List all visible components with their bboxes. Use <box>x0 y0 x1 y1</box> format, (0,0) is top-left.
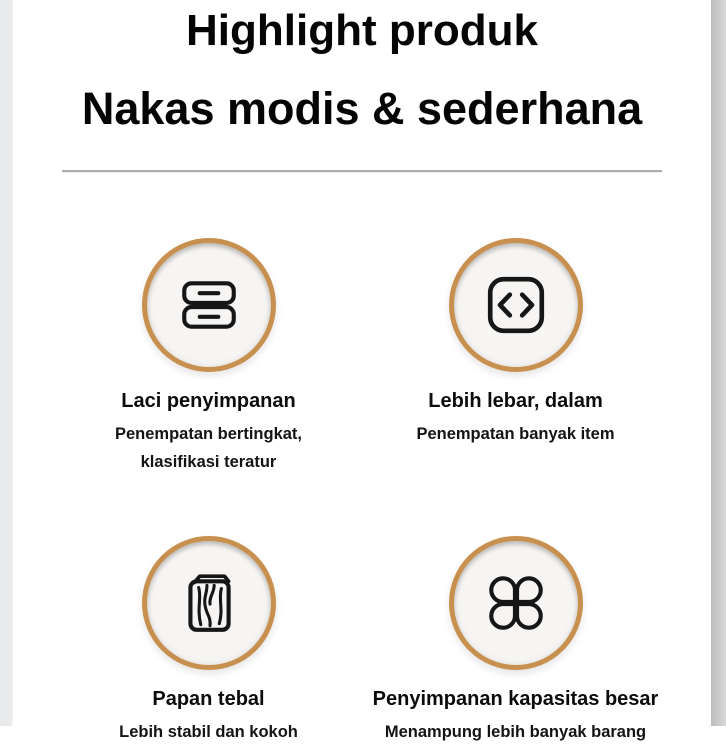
feature-grid <box>13 238 711 746</box>
feature-heading: Penyimpanan kapasitas besar <box>372 688 659 711</box>
clover-icon <box>483 570 549 636</box>
product-highlight-section <box>13 0 711 742</box>
feature-caption <box>115 420 302 476</box>
feature-icon-circle <box>449 536 583 670</box>
wood-board-icon <box>176 570 242 636</box>
feature-caption-line: Penempatan banyak item <box>416 425 615 444</box>
feature-caption-line: Menampung lebih banyak barang <box>384 723 647 742</box>
page-title: Highlight produk <box>186 6 538 55</box>
feature-icon-circle <box>142 238 276 372</box>
expand-width-icon <box>483 272 549 338</box>
feature-caption-clipped <box>385 718 646 746</box>
feature-caption-line: Penempatan bertingkat, <box>114 425 303 444</box>
feature-icon-circle <box>142 536 276 670</box>
page-edge-right <box>711 0 726 726</box>
feature-lebih-lebar-dalam <box>362 238 669 476</box>
feature-caption-clipped <box>119 718 298 746</box>
section-divider <box>62 170 662 172</box>
feature-caption-line: Lebih stabil dan kokoh <box>119 723 298 742</box>
feature-papan-tebal <box>55 536 362 746</box>
feature-heading: Papan tebal <box>152 688 265 711</box>
page-subtitle: Nakas modis & sederhana <box>81 82 643 134</box>
feature-caption-line: klasifikasi teratur <box>140 453 277 472</box>
feature-heading: Laci penyimpanan <box>121 390 296 413</box>
feature-laci-penyimpanan <box>55 238 362 476</box>
drawers-icon <box>176 272 242 338</box>
feature-icon-circle <box>449 238 583 372</box>
feature-kapasitas-besar <box>362 536 669 746</box>
page-edge-left <box>0 0 13 726</box>
feature-heading: Lebih lebar, dalam <box>428 390 603 413</box>
feature-caption <box>416 420 614 448</box>
